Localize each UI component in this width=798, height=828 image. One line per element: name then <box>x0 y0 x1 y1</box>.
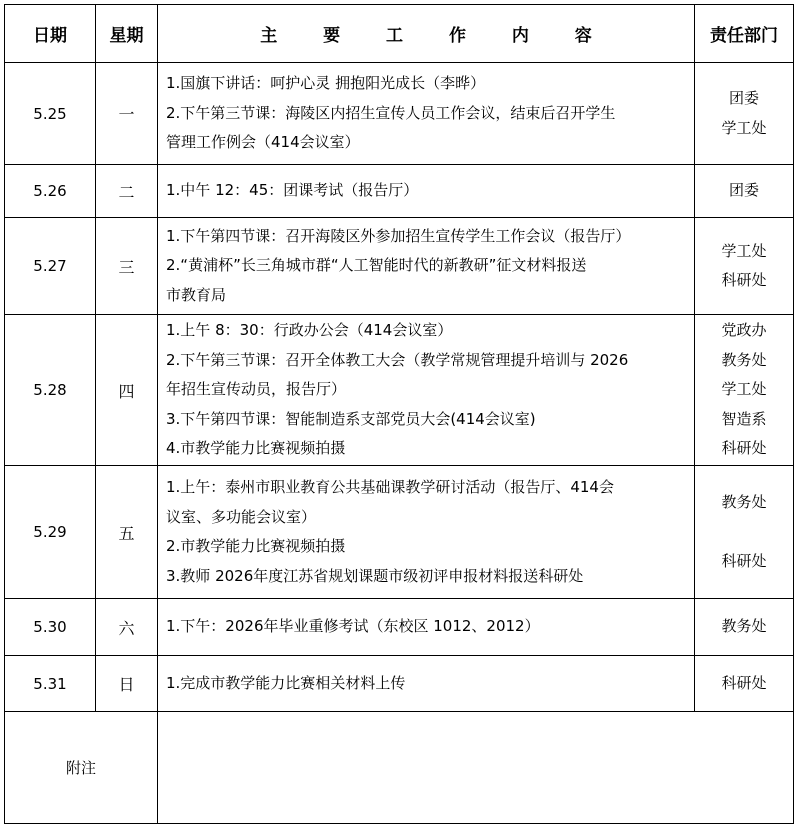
content-cell <box>158 656 695 712</box>
content-line: 1.国旗下讲话：呵护心灵 拥抱阳光成长（李晔） <box>166 74 486 93</box>
content-line: 1.下午第四节课：召开海陵区外参加招生宣传学生工作会议（报告厅） <box>166 226 631 245</box>
dept-cell <box>695 599 794 656</box>
table-row <box>5 656 794 712</box>
dept-cell <box>695 165 794 218</box>
date-cell: 5.29 <box>5 466 96 599</box>
weekday-cell: 一 <box>96 63 158 165</box>
content-line: 3.下午第四节课：智能制造系支部党员大会(414会议室) <box>166 409 536 428</box>
dept-cell <box>695 466 794 599</box>
dept-name: 学工处 <box>721 118 767 137</box>
content-line: 年招生宣传动员，报告厅） <box>166 380 347 399</box>
header-dept: 责任部门 <box>695 5 794 63</box>
table-row <box>5 63 794 165</box>
content-line: 市教育局 <box>166 285 227 304</box>
table-row <box>5 315 794 466</box>
weekday-cell: 四 <box>96 315 158 466</box>
dept-name: 智造系 <box>721 409 767 428</box>
weekday-cell: 二 <box>96 165 158 218</box>
dept-name: 党政办 <box>721 321 767 340</box>
content-line: 1.中午 12：45：团课考试（报告厅） <box>166 181 419 200</box>
content-cell <box>158 63 695 165</box>
dept-cell <box>695 656 794 712</box>
content-line: 2.“黄浦杯”长三角城市群“人工智能时代的新教研”征文材料报送 <box>166 256 587 275</box>
content-line: 1.完成市教学能力比赛相关材料上传 <box>166 673 406 692</box>
content-line: 2.下午第三节课：海陵区内招生宣传人员工作会议，结束后召开学生 <box>166 103 616 122</box>
dept-name: 团委 <box>728 89 759 107</box>
date-cell: 5.30 <box>5 599 96 656</box>
content-cell <box>158 466 695 599</box>
table-row <box>5 466 794 599</box>
weekday-cell: 六 <box>96 599 158 656</box>
dept-cell <box>695 63 794 165</box>
content-line: 管理工作例会（414会议室） <box>166 133 360 152</box>
header-date: 日期 <box>5 5 96 63</box>
content-line: 2.市教学能力比赛视频拍摄 <box>166 537 346 555</box>
content-line: 3.教师 2026年度江苏省规划课题市级初评申报材料报送科研处 <box>166 566 584 585</box>
dept-cell <box>695 315 794 466</box>
dept-name: 科研处 <box>721 551 767 570</box>
dept-name: 教务处 <box>721 617 767 636</box>
content-cell <box>158 218 695 315</box>
header-row <box>5 5 794 63</box>
table-row <box>5 218 794 315</box>
header-content: 主 要 工 作 内 容 <box>158 5 695 63</box>
note-label: 附注 <box>5 712 158 824</box>
content-cell <box>158 599 695 656</box>
content-line: 2.下午第三节课：召开全体教工大会（教学常规管理提升培训与 2026 <box>166 350 629 369</box>
dept-name: 科研处 <box>721 271 767 289</box>
header-weekday: 星期 <box>96 5 158 63</box>
table-row <box>5 165 794 218</box>
date-cell: 5.27 <box>5 218 96 315</box>
dept-name: 教务处 <box>721 350 767 369</box>
weekday-cell: 日 <box>96 656 158 712</box>
date-cell: 5.25 <box>5 63 96 165</box>
content-line: 议室、多功能会议室） <box>166 507 317 526</box>
table-row <box>5 599 794 656</box>
weekday-cell: 三 <box>96 218 158 315</box>
dept-name: 教务处 <box>721 493 767 511</box>
date-cell: 5.26 <box>5 165 96 218</box>
date-cell: 5.28 <box>5 315 96 466</box>
dept-name: 科研处 <box>721 673 767 692</box>
dept-name: 团委 <box>728 181 759 200</box>
date-cell: 5.31 <box>5 656 96 712</box>
dept-cell <box>695 218 794 315</box>
note-row <box>5 712 794 824</box>
dept-name: 学工处 <box>721 380 767 399</box>
dept-name: 科研处 <box>721 439 767 458</box>
dept-name: 学工处 <box>721 241 767 260</box>
weekly-schedule-table <box>4 4 794 824</box>
content-cell <box>158 315 695 466</box>
content-line: 1.上午 8：30：行政办公会（414会议室） <box>166 321 453 340</box>
weekday-cell: 五 <box>96 466 158 599</box>
content-cell <box>158 165 695 218</box>
content-line: 1.上午：泰州市职业教育公共基础课教学研讨活动（报告厅、414会 <box>166 478 614 496</box>
note-content <box>158 712 794 824</box>
content-line: 1.下午：2026年毕业重修考试（东校区 1012、2012） <box>166 617 540 636</box>
content-line: 4.市教学能力比赛视频拍摄 <box>166 439 346 458</box>
